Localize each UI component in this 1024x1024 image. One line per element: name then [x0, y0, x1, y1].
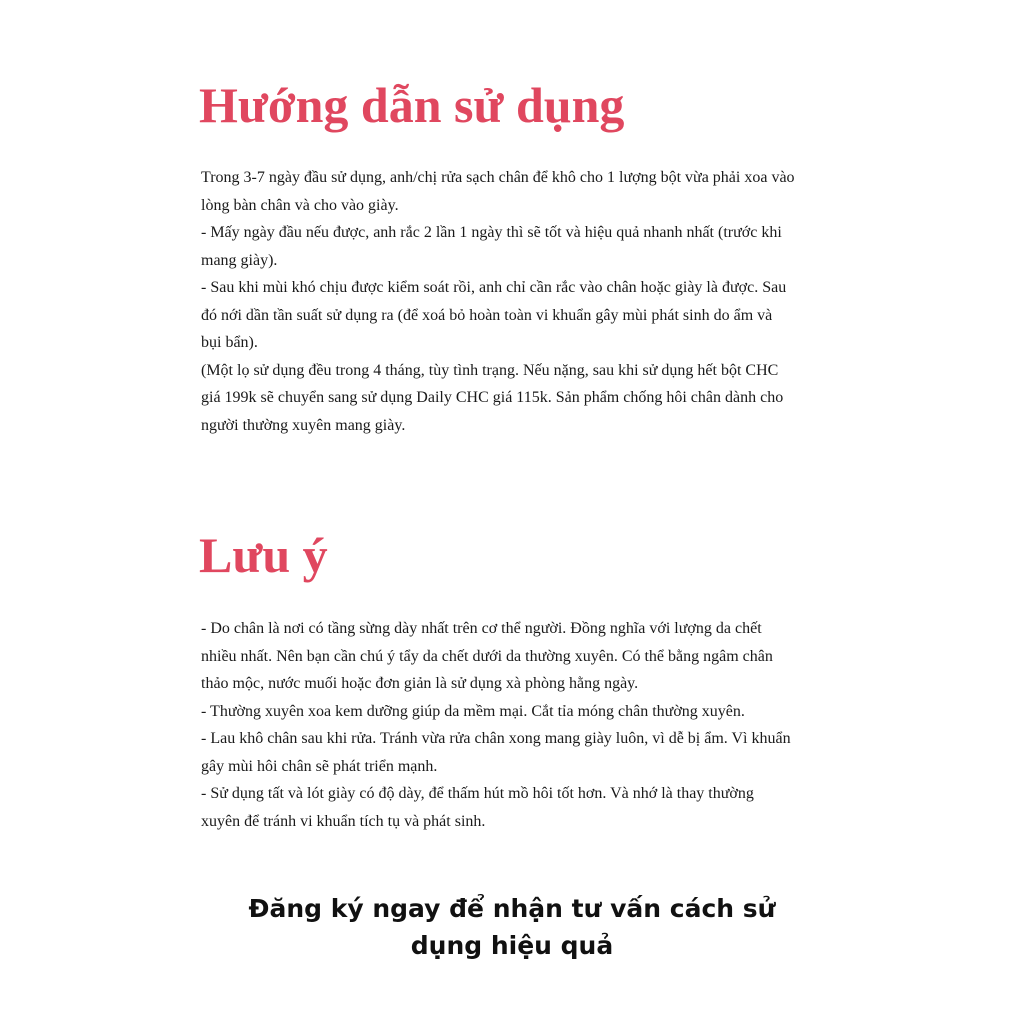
- notes-line: nhiều nhất. Nên bạn cần chú ý tẩy da chết dưới da thường xuyên. Có thể bằng ngâm chân: [201, 647, 773, 665]
- notes-line: - Sử dụng tất và lót giày có độ dày, để thấm hút mồ hôi tốt hơn. Và nhớ là thay thường: [201, 785, 754, 802]
- notes-text: [201, 615, 791, 835]
- usage-line: giá 199k sẽ chuyển sang sử dụng Daily CHC giá 115k. Sản phẩm chống hôi chân dành cho: [201, 389, 784, 406]
- usage-text: [201, 164, 795, 439]
- usage-line: mang giày).: [201, 251, 278, 269]
- notes-line: gây mùi hôi chân sẽ phát triển mạnh.: [201, 757, 438, 775]
- notes-line: xuyên để tránh vi khuẩn tích tụ và phát sinh.: [201, 812, 486, 830]
- notes-line: thảo mộc, nước muối hoặc đơn giản là sử dụng xà phòng hằng ngày.: [201, 675, 639, 692]
- usage-line: - Mấy ngày đầu nếu được, anh rắc 2 lần 1 ngày thì sẽ tốt và hiệu quả nhanh nhất (trước khi: [201, 224, 782, 241]
- notes-line: - Do chân là nơi có tầng sừng dày nhất trên cơ thể người. Đồng nghĩa với lượng da chết: [201, 620, 762, 637]
- cta-line-2: dụng hiệu quả: [410, 931, 614, 960]
- usage-line: - Sau khi mùi khó chịu được kiểm soát rồi, anh chỉ cần rắc vào chân hoặc giày là được. Sau: [201, 279, 787, 296]
- notes-line: - Thường xuyên xoa kem dưỡng giúp da mềm mại. Cắt tỉa móng chân thường xuyên.: [201, 702, 745, 720]
- usage-line: (Một lọ sử dụng đều trong 4 tháng, tùy tình trạng. Nếu nặng, sau khi sử dụng hết bột CHC: [201, 361, 779, 379]
- cta-line-1: Đăng ký ngay để nhận tư vấn cách sử: [248, 894, 776, 923]
- notes-title: Lưu ý: [199, 527, 328, 583]
- usage-line: người thường xuyên mang giày.: [201, 416, 406, 434]
- signup-call-to-action: [0, 890, 1024, 964]
- usage-title: Hướng dẫn sử dụng: [199, 77, 625, 133]
- notes-line: - Lau khô chân sau khi rửa. Tránh vừa rửa chân xong mang giày luôn, vì dễ bị ẩm. Vì khuẩn: [201, 730, 791, 747]
- usage-line: Trong 3-7 ngày đầu sử dụng, anh/chị rửa sạch chân để khô cho 1 lượng bột vừa phải xoa vào: [201, 169, 795, 186]
- usage-line: lòng bàn chân và cho vào giày.: [201, 196, 399, 214]
- usage-line: đó nới dần tần suất sử dụng ra (để xoá bỏ hoàn toàn vi khuẩn gây mùi phát sinh do ẩm và: [201, 306, 773, 324]
- usage-line: bụi bẩn).: [201, 334, 258, 351]
